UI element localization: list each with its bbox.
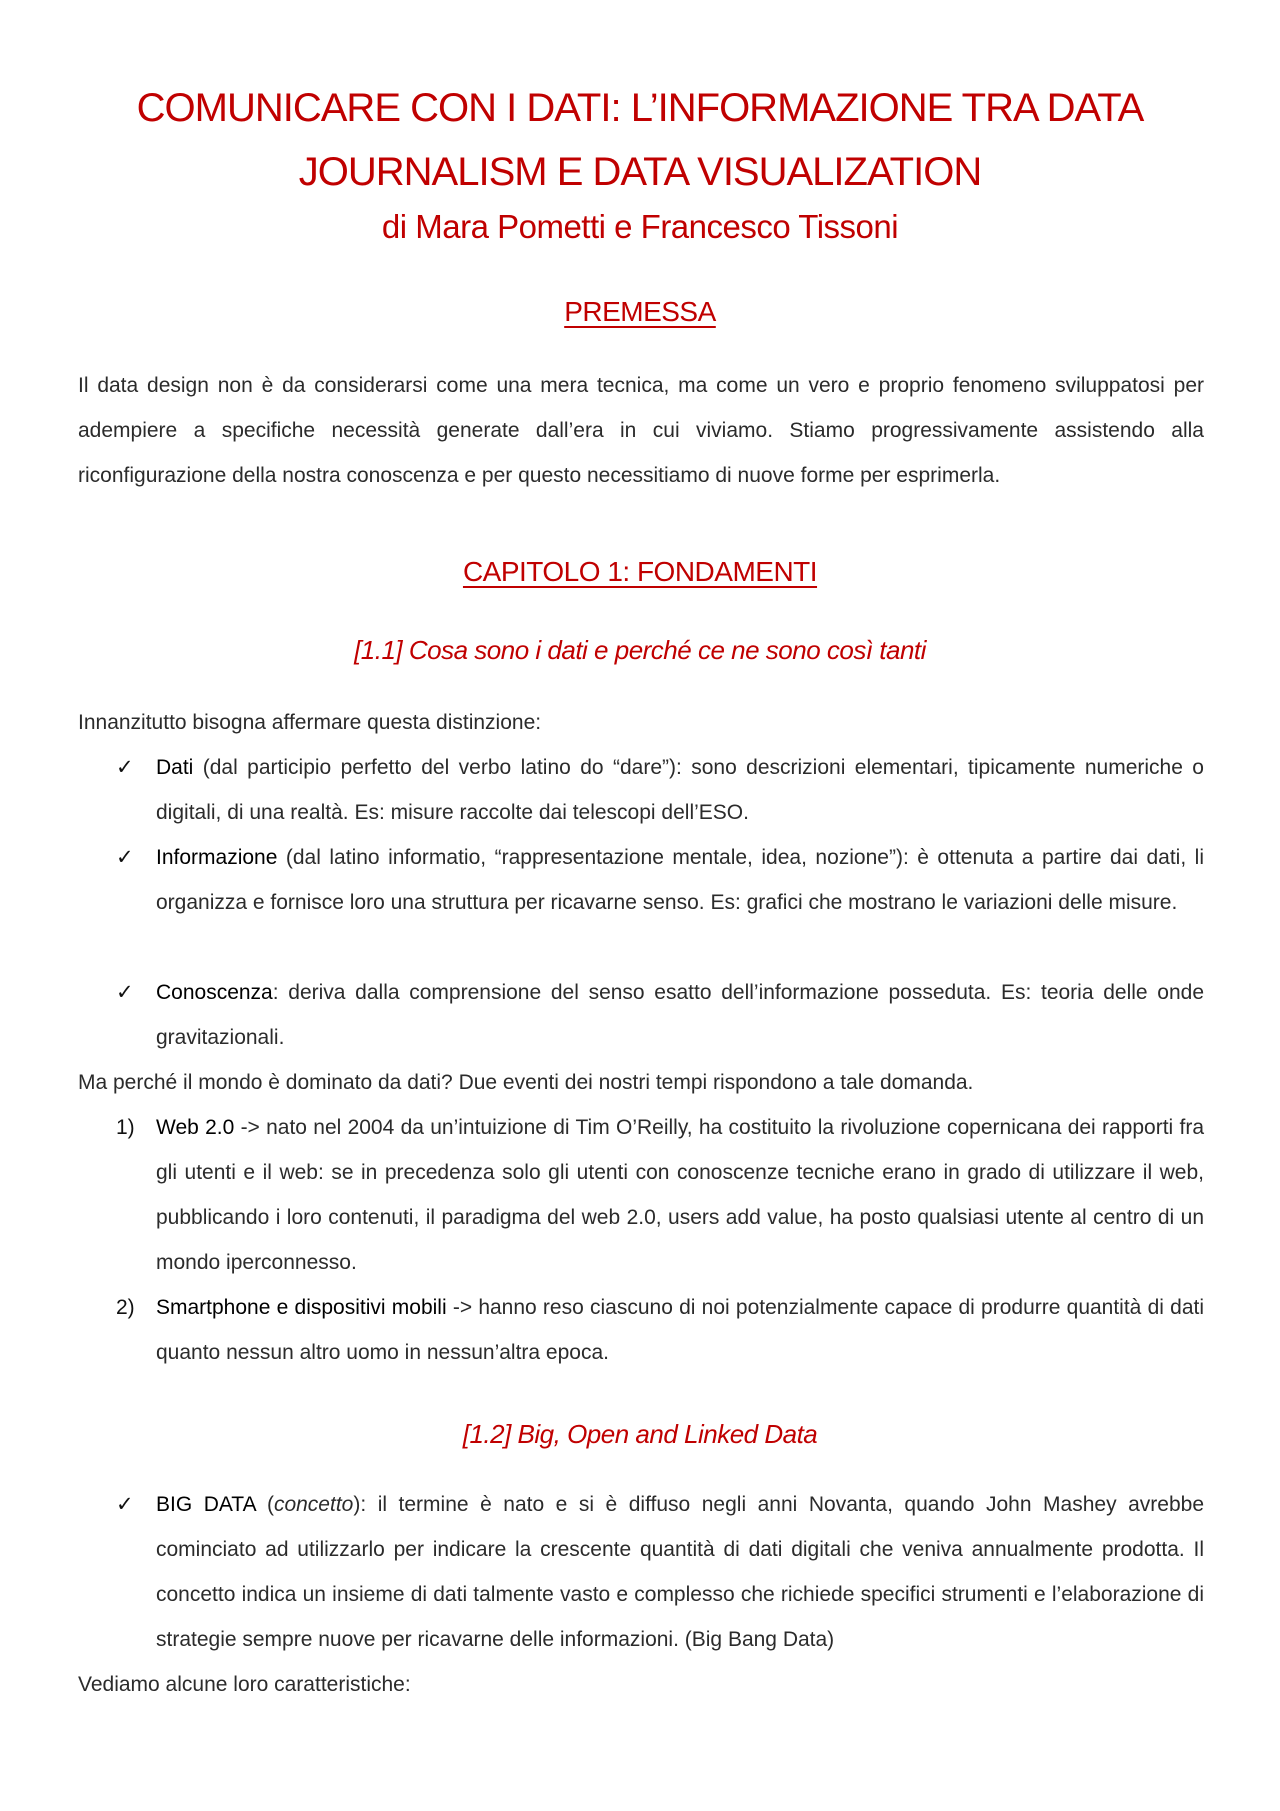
list-item-body (156, 1482, 1204, 1662)
checkmark-icon: ✓ (116, 756, 134, 779)
term-label: Conoscenza (156, 981, 273, 1004)
list-item-body (156, 1105, 1204, 1285)
list-item-conoscenza (78, 970, 1204, 1060)
event-text: -> nato nel 2004 da un’intuizione di Tim O’Reilly, ha costituito la rivoluzione copernicana dei rapporti fra gli utenti e il web: se in precedenza solo gli utenti con conoscenze tecniche erano in grado di utilizzare il web, pubblicando i loro contenuti, il paradigma del web 2.0, users add value, ha posto qualsiasi utente al centro di un mondo iperconnesso. (156, 1116, 1205, 1274)
section-1-2-heading: [1.2] Big, Open and Linked Data (462, 1419, 818, 1449)
paren-open: ( (255, 1493, 274, 1516)
definition-text: (dal participio perfetto del verbo latino do “dare”): sono descrizioni elementari, tipicamente numeriche o digitali, di una realtà. Es: misure raccolte dai telescopi dell’ESO. (156, 756, 1204, 824)
list-item-informazione (78, 835, 1204, 925)
italic-concept: concetto (273, 1493, 354, 1516)
section-1-2-closing: Vediamo alcune loro caratteristiche: (78, 1673, 411, 1696)
document-authors: di Mara Pometti e Francesco Tissoni (381, 208, 899, 245)
term-label: Dati (156, 756, 194, 779)
list-item-web-2-0 (78, 1105, 1204, 1285)
definition-text: : deriva dalla comprensione del senso esatto dell’informazione posseduta. Es: teoria delle onde gravitazionali. (156, 981, 1204, 1049)
term-label: Web 2.0 (156, 1116, 235, 1139)
definition-text: (dal latino informatio, “rappresentazione mentale, idea, nozione”): è ottenuta a partire dai dati, li organizza e fornisce loro una struttura per ricavarne senso. Es: grafici che mostrano le variazioni delle misure. (156, 846, 1204, 914)
section-1-1-heading: [1.1] Cosa sono i dati e perché ce ne sono così tanti (354, 635, 926, 665)
document-title-line-2: JOURNALISM E DATA VISUALIZATION (298, 150, 982, 194)
term-label: Informazione (156, 846, 278, 869)
list-number: 2) (116, 1296, 135, 1319)
checkmark-icon: ✓ (116, 1493, 134, 1516)
premessa-paragraph: Il data design non è da considerarsi come una mera tecnica, ma come un vero e proprio fenomeno sviluppatosi per adempiere a specifiche necessità generate dall’era in cui viviamo. Stiamo progressivamente assistendo alla riconfigurazione della nostra conoscenza e per questo necessitiamo di nuove forme per esprimerla. (78, 374, 1204, 487)
premessa-heading: PREMESSA (564, 296, 716, 327)
term-label: BIG DATA (156, 1493, 256, 1516)
document-title-line-1: COMUNICARE CON I DATI: L’INFORMAZIONE TRA DATA (136, 86, 1144, 130)
checkmark-icon: ✓ (116, 981, 134, 1004)
section-1-1-question: Ma perché il mondo è dominato da dati? Due eventi dei nostri tempi rispondono a tale domanda. (78, 1071, 974, 1094)
list-item-body (156, 835, 1204, 925)
big-data-text: ): il termine è nato e si è diffuso negli anni Novanta, quando John Mashey avrebbe cominciato ad utilizzarlo per indicare la crescente quantità di dati digitali che veniva annualmente prodotta. Il concetto indica un insieme di dati talmente vasto e complesso che richiede specifici strumenti e l’elaborazione di strategie sempre nuove per ricavarne delle informazioni. (Big Bang Data) (156, 1493, 1204, 1651)
list-item-smartphone (78, 1285, 1204, 1375)
list-item-big-data (78, 1482, 1204, 1662)
chapter-1-heading: CAPITOLO 1: FONDAMENTI (462, 556, 818, 587)
list-item-body (156, 1285, 1204, 1375)
list-number: 1) (116, 1116, 135, 1139)
list-item-body (156, 970, 1204, 1060)
event-text: -> hanno reso ciascuno di noi potenzialmente capace di produrre quantità di dati quanto nessun altro uomo in nessun’altra epoca. (156, 1296, 1205, 1364)
section-1-1-intro: Innanzitutto bisogna affermare questa distinzione: (78, 711, 542, 734)
list-item-dati (78, 745, 1204, 835)
checkmark-icon: ✓ (116, 846, 134, 869)
term-label: Smartphone e dispositivi mobili (156, 1296, 447, 1319)
list-item-body (156, 745, 1204, 835)
